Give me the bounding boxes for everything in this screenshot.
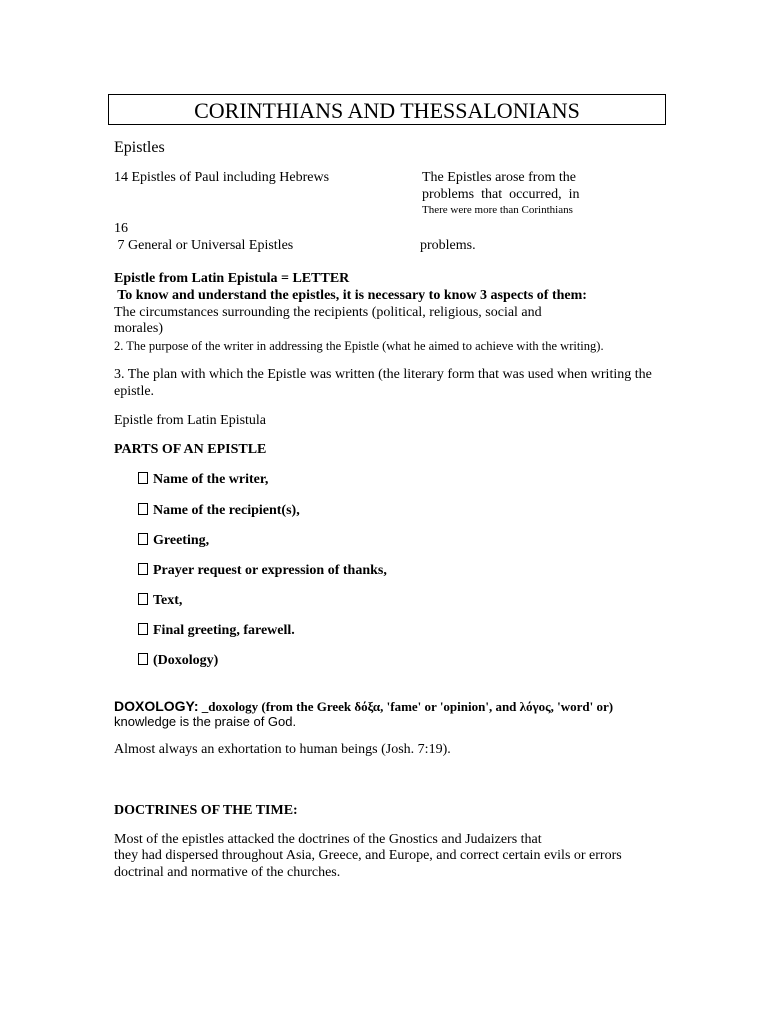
doxology-definition: _doxology (from the Greek δόξα, 'fame' or 'opinion', and λόγος, 'word' or) bbox=[198, 699, 614, 714]
left-col-line3: 7 General or Universal Epistles bbox=[114, 238, 294, 253]
latin-letter-line: Epistle from Latin Epistula = LETTER bbox=[114, 271, 350, 286]
exhortation-line: Almost always an exhortation to human beings (Josh. 7:19). bbox=[114, 742, 451, 757]
doctrines-heading: DOCTRINES OF THE TIME: bbox=[114, 803, 298, 818]
list-item: Text, bbox=[137, 592, 182, 609]
left-col-line1: 14 Epistles of Paul including Hebrews bbox=[114, 170, 330, 185]
missing-glyph-box-icon bbox=[137, 532, 151, 546]
missing-glyph-box-icon bbox=[137, 502, 151, 516]
right-col-line3: There were more than Corinthians bbox=[422, 204, 573, 216]
parts-heading: PARTS OF AN EPISTLE bbox=[114, 442, 267, 457]
right-col-line4: problems. bbox=[420, 238, 476, 253]
page-title: CORINTHIANS AND THESSALONIANS bbox=[194, 98, 580, 123]
missing-glyph-box-icon bbox=[137, 471, 151, 485]
doxology-line2: knowledge is the praise of God. bbox=[114, 714, 297, 729]
missing-glyph-box-icon bbox=[137, 652, 151, 666]
list-item: Name of the recipient(s), bbox=[137, 502, 300, 519]
right-col-line1: The Epistles arose from the bbox=[422, 170, 576, 185]
list-item: (Doxology) bbox=[137, 652, 218, 669]
know-aspects-line: To know and understand the epistles, it is necessary to know 3 aspects of them: bbox=[114, 288, 587, 303]
circumstances-line2: morales) bbox=[114, 321, 163, 336]
title-box bbox=[108, 94, 666, 125]
doxology-label: DOXOLOGY: bbox=[114, 698, 199, 714]
list-item: Prayer request or expression of thanks, bbox=[137, 562, 387, 579]
list-item: Final greeting, farewell. bbox=[137, 622, 295, 639]
missing-glyph-box-icon bbox=[137, 562, 151, 576]
purpose-line: 2. The purpose of the writer in addressing the Epistle (what he aimed to achieve with the writing). bbox=[114, 339, 604, 353]
epistles-heading: Epistles bbox=[114, 139, 165, 156]
list-item: Name of the writer, bbox=[137, 471, 268, 488]
doctrines-line3: doctrinal and normative of the churches. bbox=[114, 865, 341, 880]
doctrines-line1: Most of the epistles attacked the doctrines of the Gnostics and Judaizers that bbox=[114, 832, 542, 847]
circumstances-line1: The circumstances surrounding the recipients (political, religious, social and bbox=[114, 305, 542, 320]
latin-again-line: Epistle from Latin Epistula bbox=[114, 413, 267, 428]
plan-line2: epistle. bbox=[114, 384, 155, 399]
doctrines-line2: they had dispersed throughout Asia, Greece, and Europe, and correct certain evils or errors bbox=[114, 848, 622, 863]
list-item: Greeting, bbox=[137, 532, 209, 549]
left-col-line2: 16 bbox=[114, 221, 128, 236]
plan-line1: 3. The plan with which the Epistle was written (the literary form that was used when writing the bbox=[114, 367, 652, 382]
missing-glyph-box-icon bbox=[137, 592, 151, 606]
right-col-line2: problems that occurred, in bbox=[422, 187, 580, 202]
missing-glyph-box-icon bbox=[137, 622, 151, 636]
